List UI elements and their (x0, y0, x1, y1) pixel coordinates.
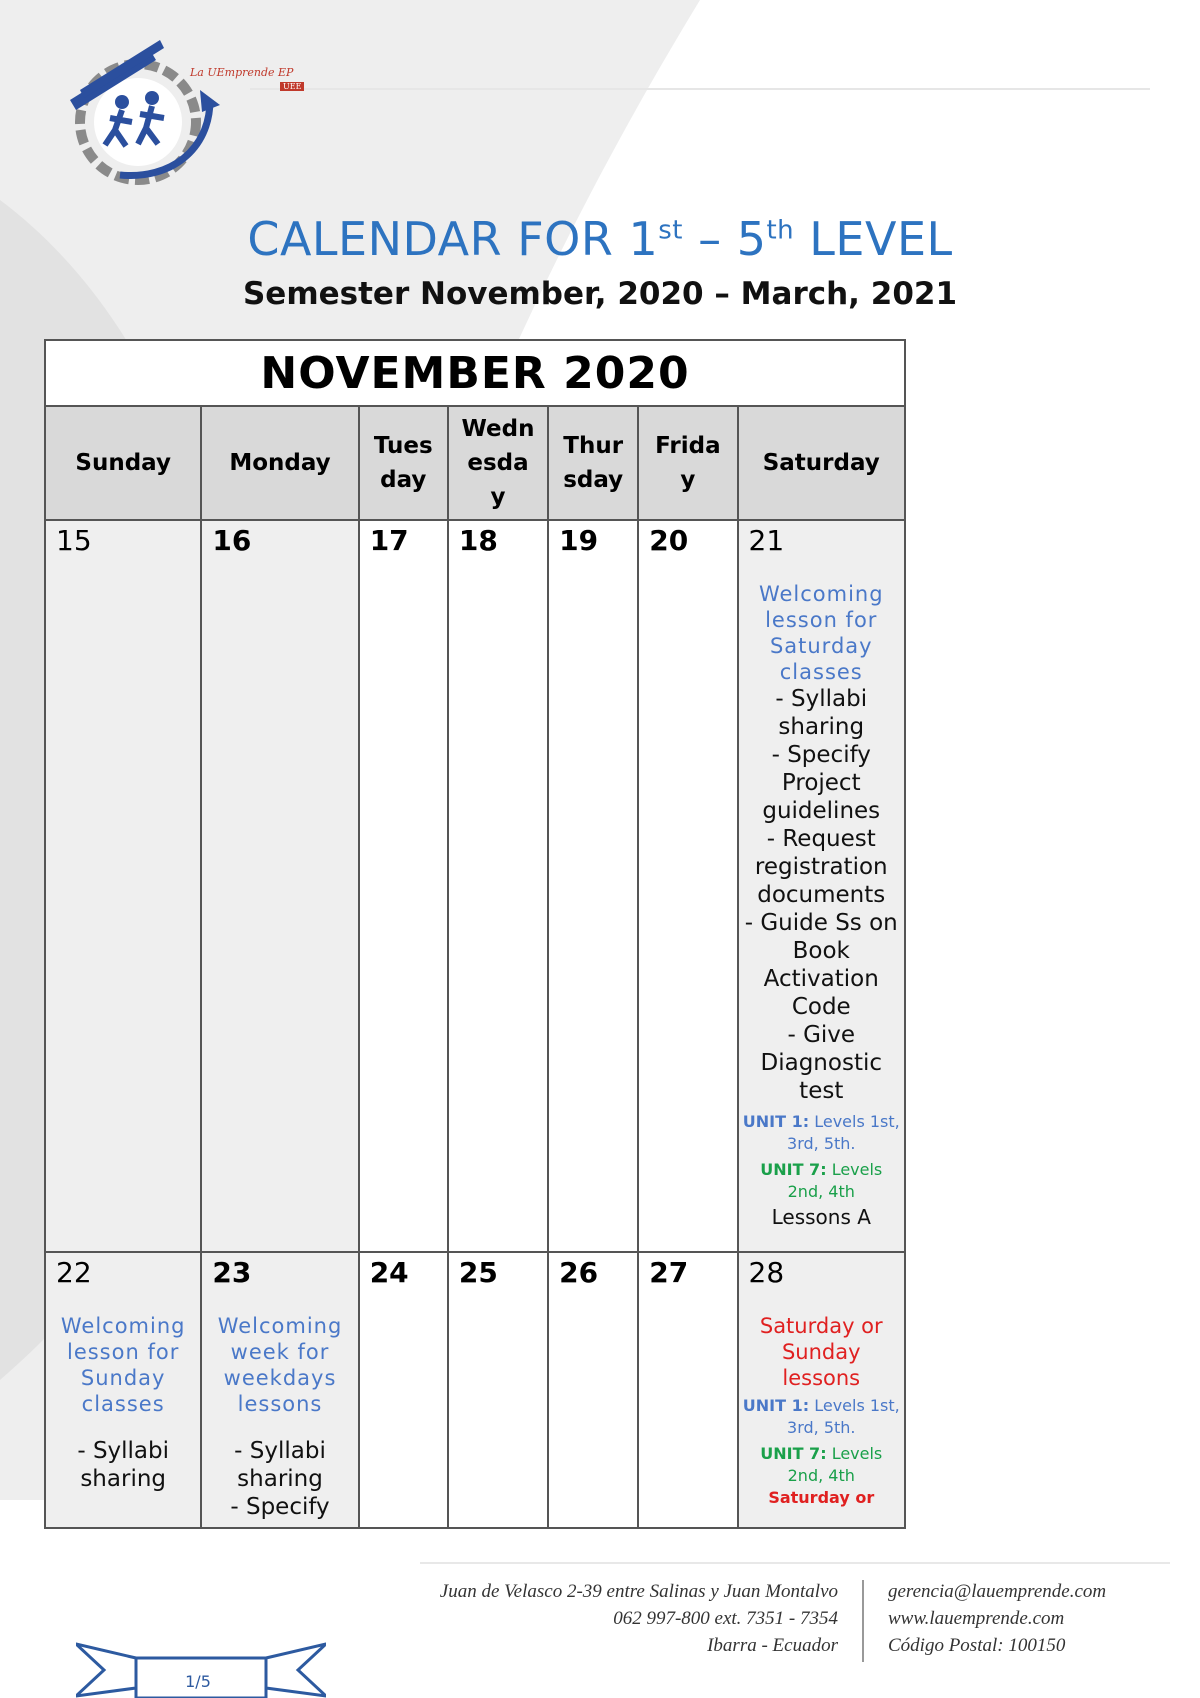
day-cell (448, 520, 548, 1252)
event-item: - Request registration documents (754, 826, 888, 908)
event-heading: Welcoming lesson for Saturday classes (758, 582, 884, 684)
page-subtitle: Semester November, 2020 – March, 2021 (242, 276, 958, 312)
page-title: CALENDAR FOR 1st – 5th LEVEL (247, 212, 953, 266)
event-heading: Welcoming week for weekdays lessons (217, 1314, 343, 1416)
weekday-header: Monday (201, 406, 358, 520)
address-line: Juan de Velasco 2-39 entre Salinas y Juan Montalvo (439, 1581, 838, 1602)
event-item: - Give Diagnostic test (760, 1022, 882, 1104)
event-item: - Specify Project guidelines (762, 742, 881, 824)
day-cell (638, 1252, 737, 1528)
day-number: 20 (649, 524, 689, 557)
day-number: 26 (559, 1256, 599, 1289)
day-number: 24 (369, 1256, 409, 1289)
day-number: 23 (212, 1256, 252, 1289)
header-divider (250, 88, 1150, 90)
page-number: 1/5 (185, 1672, 211, 1691)
day-cell (45, 1252, 201, 1528)
day-cell (359, 520, 448, 1252)
weekday-header: Saturday (738, 406, 905, 520)
day-cell-saturday (738, 520, 905, 1252)
unit-note: UNIT 7: Levels 2nd, 4th (760, 1160, 883, 1201)
footer-separator (862, 1580, 864, 1662)
day-number: 27 (649, 1256, 689, 1289)
calendar-week-row (45, 1252, 905, 1528)
unit-note: UNIT 1: Levels 1st, 3rd, 5th. (742, 1112, 900, 1153)
unit-note: UNIT 1: Levels 1st, 3rd, 5th. (742, 1396, 900, 1437)
unit-note: UNIT 7: Levels 2nd, 4th (760, 1444, 883, 1485)
event-item: Saturday or (768, 1488, 875, 1507)
day-cell (548, 520, 638, 1252)
event-item: - Syllabi sharing (234, 1438, 326, 1492)
day-number: 15 (56, 524, 92, 557)
event-item: - Guide Ss on Book Activation Code (744, 910, 898, 1020)
email-link[interactable]: gerencia@lauemprende.com (888, 1581, 1107, 1602)
event-heading: Welcoming lesson for Sunday classes (60, 1314, 186, 1416)
calendar-table (44, 339, 906, 1529)
day-cell (201, 520, 358, 1252)
day-number: 21 (748, 524, 785, 557)
weekday-header: Frida y (638, 406, 737, 520)
footer-divider (420, 1562, 1170, 1564)
day-number: 17 (369, 524, 409, 557)
calendar-month-heading: NOVEMBER 2020 (45, 340, 905, 406)
day-cell (359, 1252, 448, 1528)
day-cell (448, 1252, 548, 1528)
company-logo (60, 30, 260, 190)
day-number: 18 (458, 524, 498, 557)
footer-address (360, 1578, 838, 1659)
day-cell (45, 520, 201, 1252)
day-cell (638, 520, 737, 1252)
postal-code: Código Postal: 100150 (888, 1635, 1066, 1656)
logo-wordmark (190, 66, 310, 92)
day-number: 16 (212, 524, 252, 557)
calendar-week-row (45, 520, 905, 1252)
website-link[interactable]: www.lauemprende.com (888, 1608, 1065, 1629)
city-line: Ibarra - Ecuador (707, 1635, 838, 1656)
lessons-label: Lessons A (771, 1205, 871, 1229)
event-item: - Syllabi sharing (77, 1438, 170, 1492)
phone-line: 062 997-800 ext. 7351 - 7354 (613, 1608, 838, 1629)
weekday-header: Sunday (45, 406, 201, 520)
event-item: - Syllabi sharing (775, 686, 868, 740)
logo-tag: UEE (280, 82, 304, 91)
day-number: 28 (748, 1256, 785, 1289)
weekday-header: Thur sday (548, 406, 638, 520)
day-number: 22 (56, 1256, 92, 1289)
day-number: 19 (559, 524, 599, 557)
event-item: - Specify (230, 1494, 330, 1520)
day-cell (201, 1252, 358, 1528)
day-cell (548, 1252, 638, 1528)
weekday-header: Wedn esda y (448, 406, 548, 520)
logo-name: La UEmprende EP (190, 66, 294, 79)
weekday-header: Tues day (359, 406, 448, 520)
day-number: 25 (458, 1256, 498, 1289)
day-cell-saturday (738, 1252, 905, 1528)
event-heading: Saturday or Sunday lessons (759, 1314, 883, 1390)
footer-contact (888, 1578, 1188, 1659)
